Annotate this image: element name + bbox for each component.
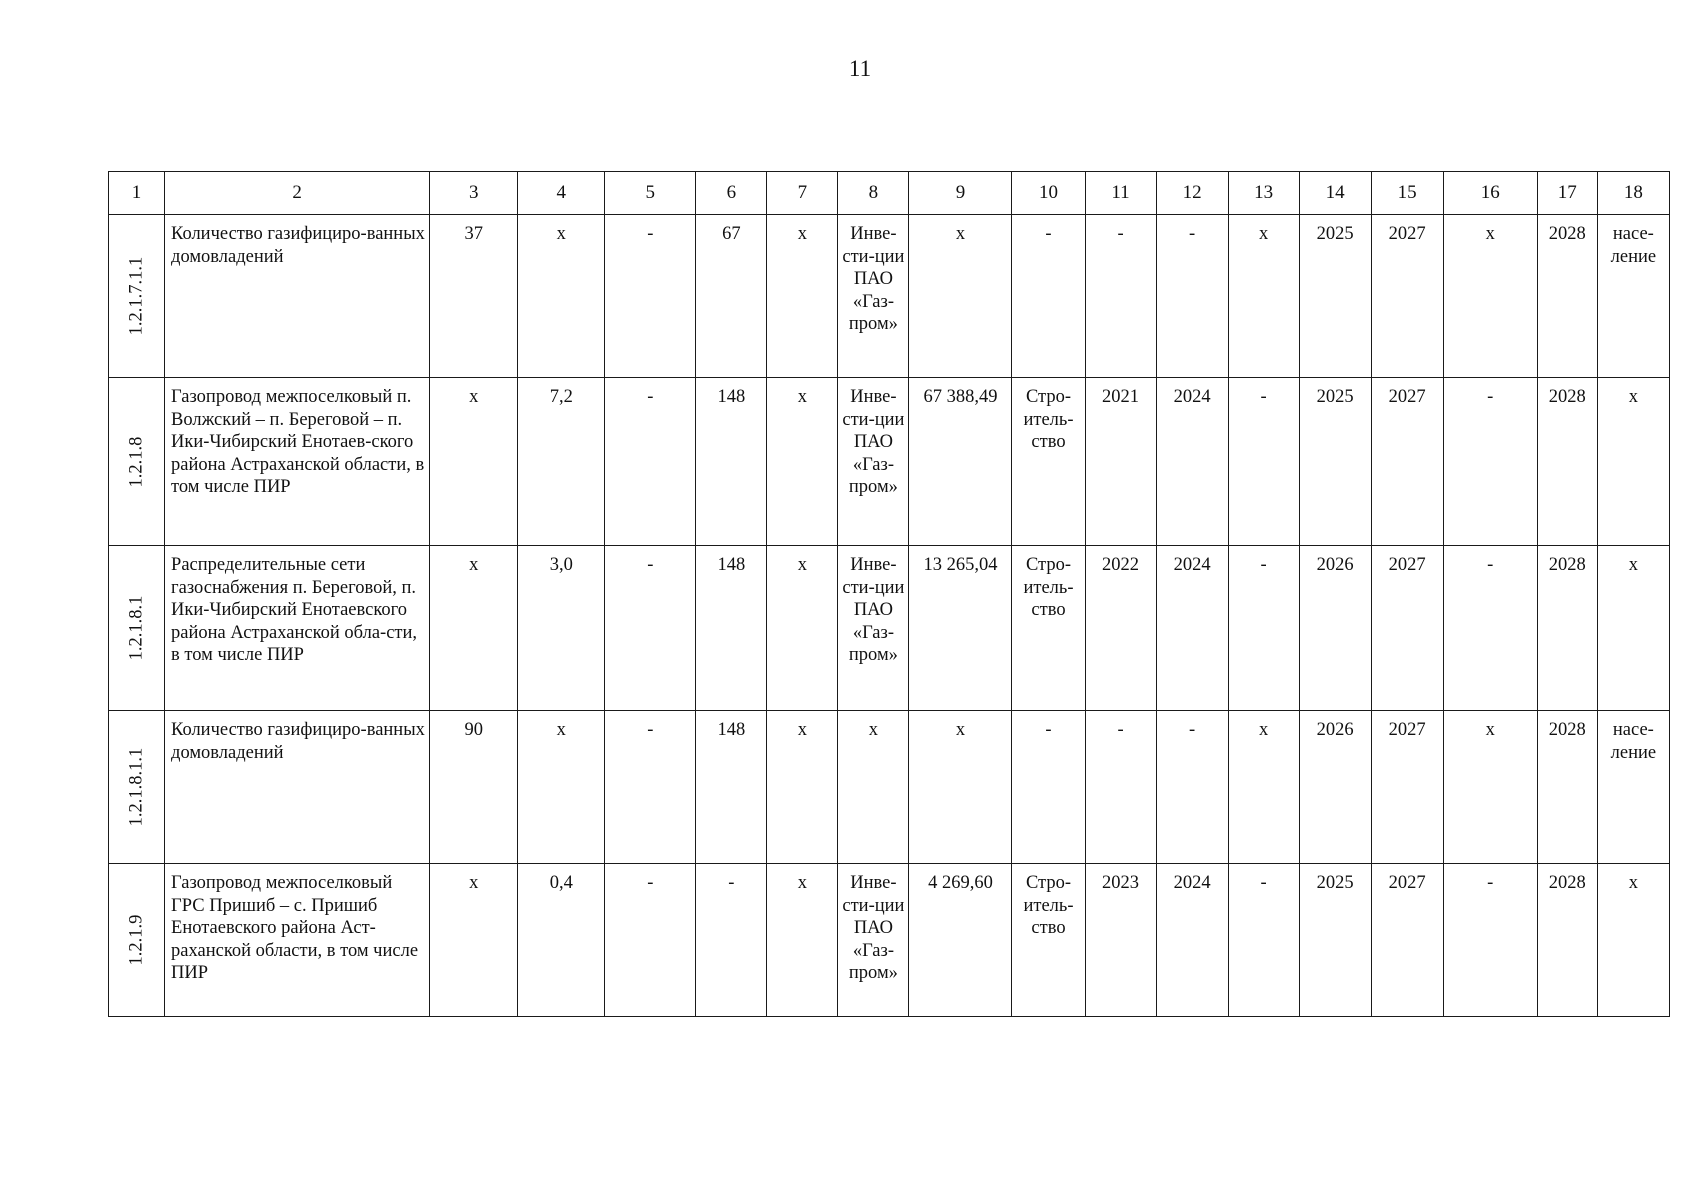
table-cell: - bbox=[605, 378, 696, 546]
row-code: 1.2.1.8 bbox=[126, 436, 147, 487]
row-code: 1.2.1.8.1 bbox=[126, 595, 147, 661]
header-cell: 8 bbox=[838, 172, 909, 215]
table-cell: - bbox=[1012, 215, 1085, 378]
header-cell: 18 bbox=[1597, 172, 1669, 215]
table-cell: 67 bbox=[696, 215, 767, 378]
table-cell: х bbox=[430, 864, 518, 1017]
table-cell: х bbox=[518, 215, 605, 378]
table-cell: х bbox=[1228, 711, 1299, 864]
table-cell: х bbox=[767, 378, 838, 546]
table-cell: 2027 bbox=[1371, 215, 1443, 378]
table-row bbox=[109, 546, 1670, 711]
table-cell: - bbox=[1228, 378, 1299, 546]
table-cell: - bbox=[1156, 215, 1228, 378]
table-cell: 2021 bbox=[1085, 378, 1156, 546]
header-row bbox=[109, 172, 1670, 215]
header-cell: 14 bbox=[1299, 172, 1371, 215]
table-cell: х bbox=[909, 711, 1012, 864]
table-cell: 2025 bbox=[1299, 864, 1371, 1017]
data-table bbox=[108, 171, 1670, 1017]
header-cell: 13 bbox=[1228, 172, 1299, 215]
header-cell: 1 bbox=[109, 172, 165, 215]
table-cell: х bbox=[1443, 215, 1537, 378]
table-cell: х bbox=[909, 215, 1012, 378]
table-cell: - bbox=[1085, 215, 1156, 378]
table-cell: х bbox=[1597, 546, 1669, 711]
table-cell: х bbox=[430, 378, 518, 546]
table-cell: Инве-сти-ции ПАО «Газ-пром» bbox=[838, 378, 909, 546]
table-cell: 2028 bbox=[1537, 215, 1597, 378]
header-cell: 7 bbox=[767, 172, 838, 215]
row-description: Распределительные сети газоснабжения п. Береговой, п. Ики-Чибирский Енотаевского района Астраханской обла-сти, в том числе ПИР bbox=[165, 546, 430, 711]
table-cell: - bbox=[1228, 864, 1299, 1017]
table-cell: х bbox=[767, 215, 838, 378]
table-cell: 37 bbox=[430, 215, 518, 378]
table-cell: 2027 bbox=[1371, 711, 1443, 864]
table-cell: 148 bbox=[696, 711, 767, 864]
table-cell: - bbox=[605, 711, 696, 864]
table-cell: 7,2 bbox=[518, 378, 605, 546]
table-cell: - bbox=[1443, 864, 1537, 1017]
table-cell: 4 269,60 bbox=[909, 864, 1012, 1017]
row-description: Газопровод межпоселковый ГРС Пришиб – с. Пришиб Енотаевского района Аст-раханской области, в том числе ПИР bbox=[165, 864, 430, 1017]
table-cell: 148 bbox=[696, 546, 767, 711]
table-cell: 67 388,49 bbox=[909, 378, 1012, 546]
table-row bbox=[109, 378, 1670, 546]
table-cell: х bbox=[1228, 215, 1299, 378]
table-cell: Стро-итель-ство bbox=[1012, 864, 1085, 1017]
table-cell: 2024 bbox=[1156, 546, 1228, 711]
table-cell: - bbox=[605, 864, 696, 1017]
header-cell: 4 bbox=[518, 172, 605, 215]
table-cell: 2028 bbox=[1537, 864, 1597, 1017]
header-cell: 11 bbox=[1085, 172, 1156, 215]
table-cell: 2027 bbox=[1371, 546, 1443, 711]
header-cell: 9 bbox=[909, 172, 1012, 215]
table-cell: 2026 bbox=[1299, 546, 1371, 711]
header-cell: 5 bbox=[605, 172, 696, 215]
table-cell: Стро-итель-ство bbox=[1012, 546, 1085, 711]
table-cell: Стро-итель-ство bbox=[1012, 378, 1085, 546]
table-cell: Инве-сти-ции ПАО «Газ-пром» bbox=[838, 546, 909, 711]
header-cell: 15 bbox=[1371, 172, 1443, 215]
table-cell: 148 bbox=[696, 378, 767, 546]
table-cell: х bbox=[767, 711, 838, 864]
row-code: 1.2.1.8.1.1 bbox=[126, 747, 147, 827]
table-cell: насе-ление bbox=[1597, 215, 1669, 378]
table-cell: 2025 bbox=[1299, 378, 1371, 546]
table-cell: - bbox=[605, 215, 696, 378]
table-cell: 2028 bbox=[1537, 711, 1597, 864]
row-code: 1.2.1.9 bbox=[126, 914, 147, 966]
header-cell: 3 bbox=[430, 172, 518, 215]
table-cell: - bbox=[1443, 546, 1537, 711]
row-description: Количество газифициро-ванных домовладений bbox=[165, 711, 430, 864]
row-description: Количество газифициро-ванных домовладений bbox=[165, 215, 430, 378]
table-cell: - bbox=[696, 864, 767, 1017]
table-cell: 13 265,04 bbox=[909, 546, 1012, 711]
header-cell: 10 bbox=[1012, 172, 1085, 215]
table-cell: 2027 bbox=[1371, 378, 1443, 546]
table-cell: 2023 bbox=[1085, 864, 1156, 1017]
table-cell: х bbox=[1597, 864, 1669, 1017]
table-cell: х bbox=[1597, 378, 1669, 546]
table-cell: х bbox=[430, 546, 518, 711]
table-cell: х bbox=[838, 711, 909, 864]
header-cell: 16 bbox=[1443, 172, 1537, 215]
header-cell: 2 bbox=[165, 172, 430, 215]
row-code: 1.2.1.7.1.1 bbox=[126, 256, 147, 336]
row-code-cell bbox=[109, 711, 165, 864]
row-code-cell bbox=[109, 546, 165, 711]
table-cell: - bbox=[1085, 711, 1156, 864]
table-cell: 2022 bbox=[1085, 546, 1156, 711]
row-description: Газопровод межпоселковый п. Волжский – п. Береговой – п. Ики-Чибирский Енотаев-ского района Астраханской области, в том числе ПИР bbox=[165, 378, 430, 546]
table-cell: 3,0 bbox=[518, 546, 605, 711]
row-code-cell bbox=[109, 864, 165, 1017]
table-cell: х bbox=[767, 546, 838, 711]
table-cell: 2025 bbox=[1299, 215, 1371, 378]
table-cell: Инве-сти-ции ПАО «Газ-пром» bbox=[838, 864, 909, 1017]
page-number: 11 bbox=[848, 56, 872, 81]
table-row bbox=[109, 215, 1670, 378]
header-cell: 6 bbox=[696, 172, 767, 215]
table-cell: - bbox=[1012, 711, 1085, 864]
header-cell: 12 bbox=[1156, 172, 1228, 215]
table-cell: насе-ление bbox=[1597, 711, 1669, 864]
table-cell: 2024 bbox=[1156, 378, 1228, 546]
table-cell: 2027 bbox=[1371, 864, 1443, 1017]
table-cell: - bbox=[1228, 546, 1299, 711]
table-cell: 2028 bbox=[1537, 378, 1597, 546]
table-cell: Инве-сти-ции ПАО «Газ-пром» bbox=[838, 215, 909, 378]
table-cell: - bbox=[1156, 711, 1228, 864]
row-code-cell bbox=[109, 378, 165, 546]
table-cell: х bbox=[518, 711, 605, 864]
header-cell: 17 bbox=[1537, 172, 1597, 215]
table-cell: 2026 bbox=[1299, 711, 1371, 864]
table-row bbox=[109, 864, 1670, 1017]
table-cell: 0,4 bbox=[518, 864, 605, 1017]
table-cell: 2028 bbox=[1537, 546, 1597, 711]
table-row bbox=[109, 711, 1670, 864]
table-cell: 2024 bbox=[1156, 864, 1228, 1017]
table-cell: х bbox=[767, 864, 838, 1017]
table-cell: - bbox=[1443, 378, 1537, 546]
table-cell: х bbox=[1443, 711, 1537, 864]
row-code-cell bbox=[109, 215, 165, 378]
table-cell: - bbox=[605, 546, 696, 711]
table-cell: 90 bbox=[430, 711, 518, 864]
